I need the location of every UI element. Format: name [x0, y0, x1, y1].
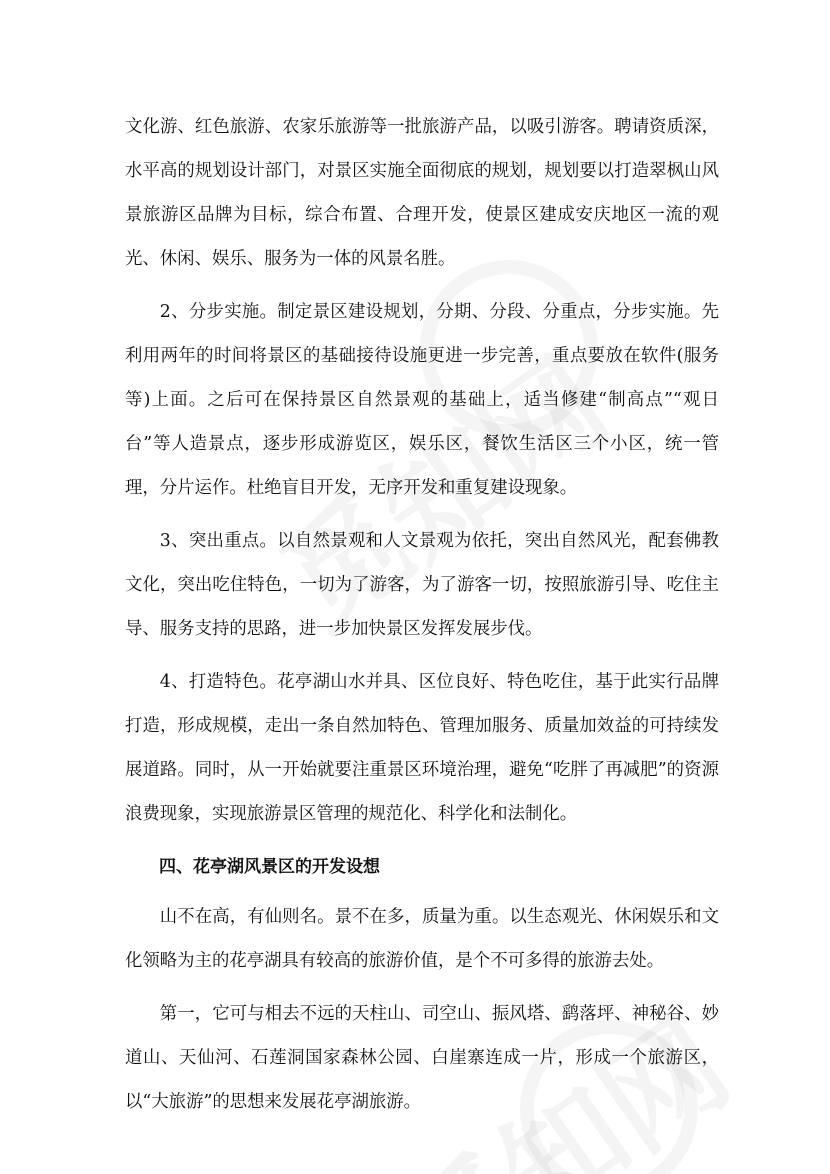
paragraph-first-point: 第一，它可与相去不远的天柱山、司空山、振风塔、鹞落坪、神秘谷、妙道山、天仙河、石莲洞国家森林公园、白崖寨连成一片，形成一个旅游区，以“大旅游”的思想来发展花亭湖旅游。: [125, 1004, 719, 1112]
paragraph-highlight-focus: 3、突出重点。以自然景观和人文景观为依托，突出自然风光，配套佛教文化，突出吃住特色，一切为了游客，为了游客一切，按照旅游引导、吃住主导、服务支持的思路，进一步加快景区发挥发展步伐。: [125, 531, 719, 639]
document-body: [125, 105, 719, 1133]
paragraph-intro: 山不在高，有仙则名。景不在多，质量为重。以生态观光、休闲娱乐和文化领略为主的花亭湖具有较高的旅游价值，是个不可多得的旅游去处。: [125, 907, 719, 971]
paragraph-create-features: 4、打造特色。花亭湖山水并具、区位良好、特色吃住，基于此实行品牌打造，形成规模，走出一条自然加特色、管理加服务、质量加效益的可持续发展道路。同时，从一开始就要注重景区环境治理，避免“吃胖了再减肥”的资源浪费现象，实现旅游景区管理的规范化、科学化和法制化。: [125, 672, 719, 824]
paragraph-step-implementation: 2、分步实施。制定景区建设规划，分期、分段、分重点，分步实施。先利用两年的时间将景区的基础接待设施更进一步完善，重点要放在软件(服务等)上面。之后可在保持景区自然景观的基础上，适当修建“制高点”“观日台”等人造景点，逐步形成游览区，娱乐区，餐饮生活区三个小区，统一管理，分片运作。杜绝盲目开发，无序开发和重复建设现象。: [125, 302, 719, 498]
section-heading: 四、花亭湖风景区的开发设想: [159, 857, 380, 877]
paragraph-tourism-products: 文化游、红色旅游、农家乐旅游等一批旅游产品，以吸引游客。聘请资质深，水平高的规划设计部门，对景区实施全面彻底的规划，规划要以打造翠枫山风景旅游区品牌为目标，综合布置、合理开发，使景区建成安庆地区一流的观光、休闲、娱乐、服务为一体的风景名胜。: [125, 117, 719, 269]
